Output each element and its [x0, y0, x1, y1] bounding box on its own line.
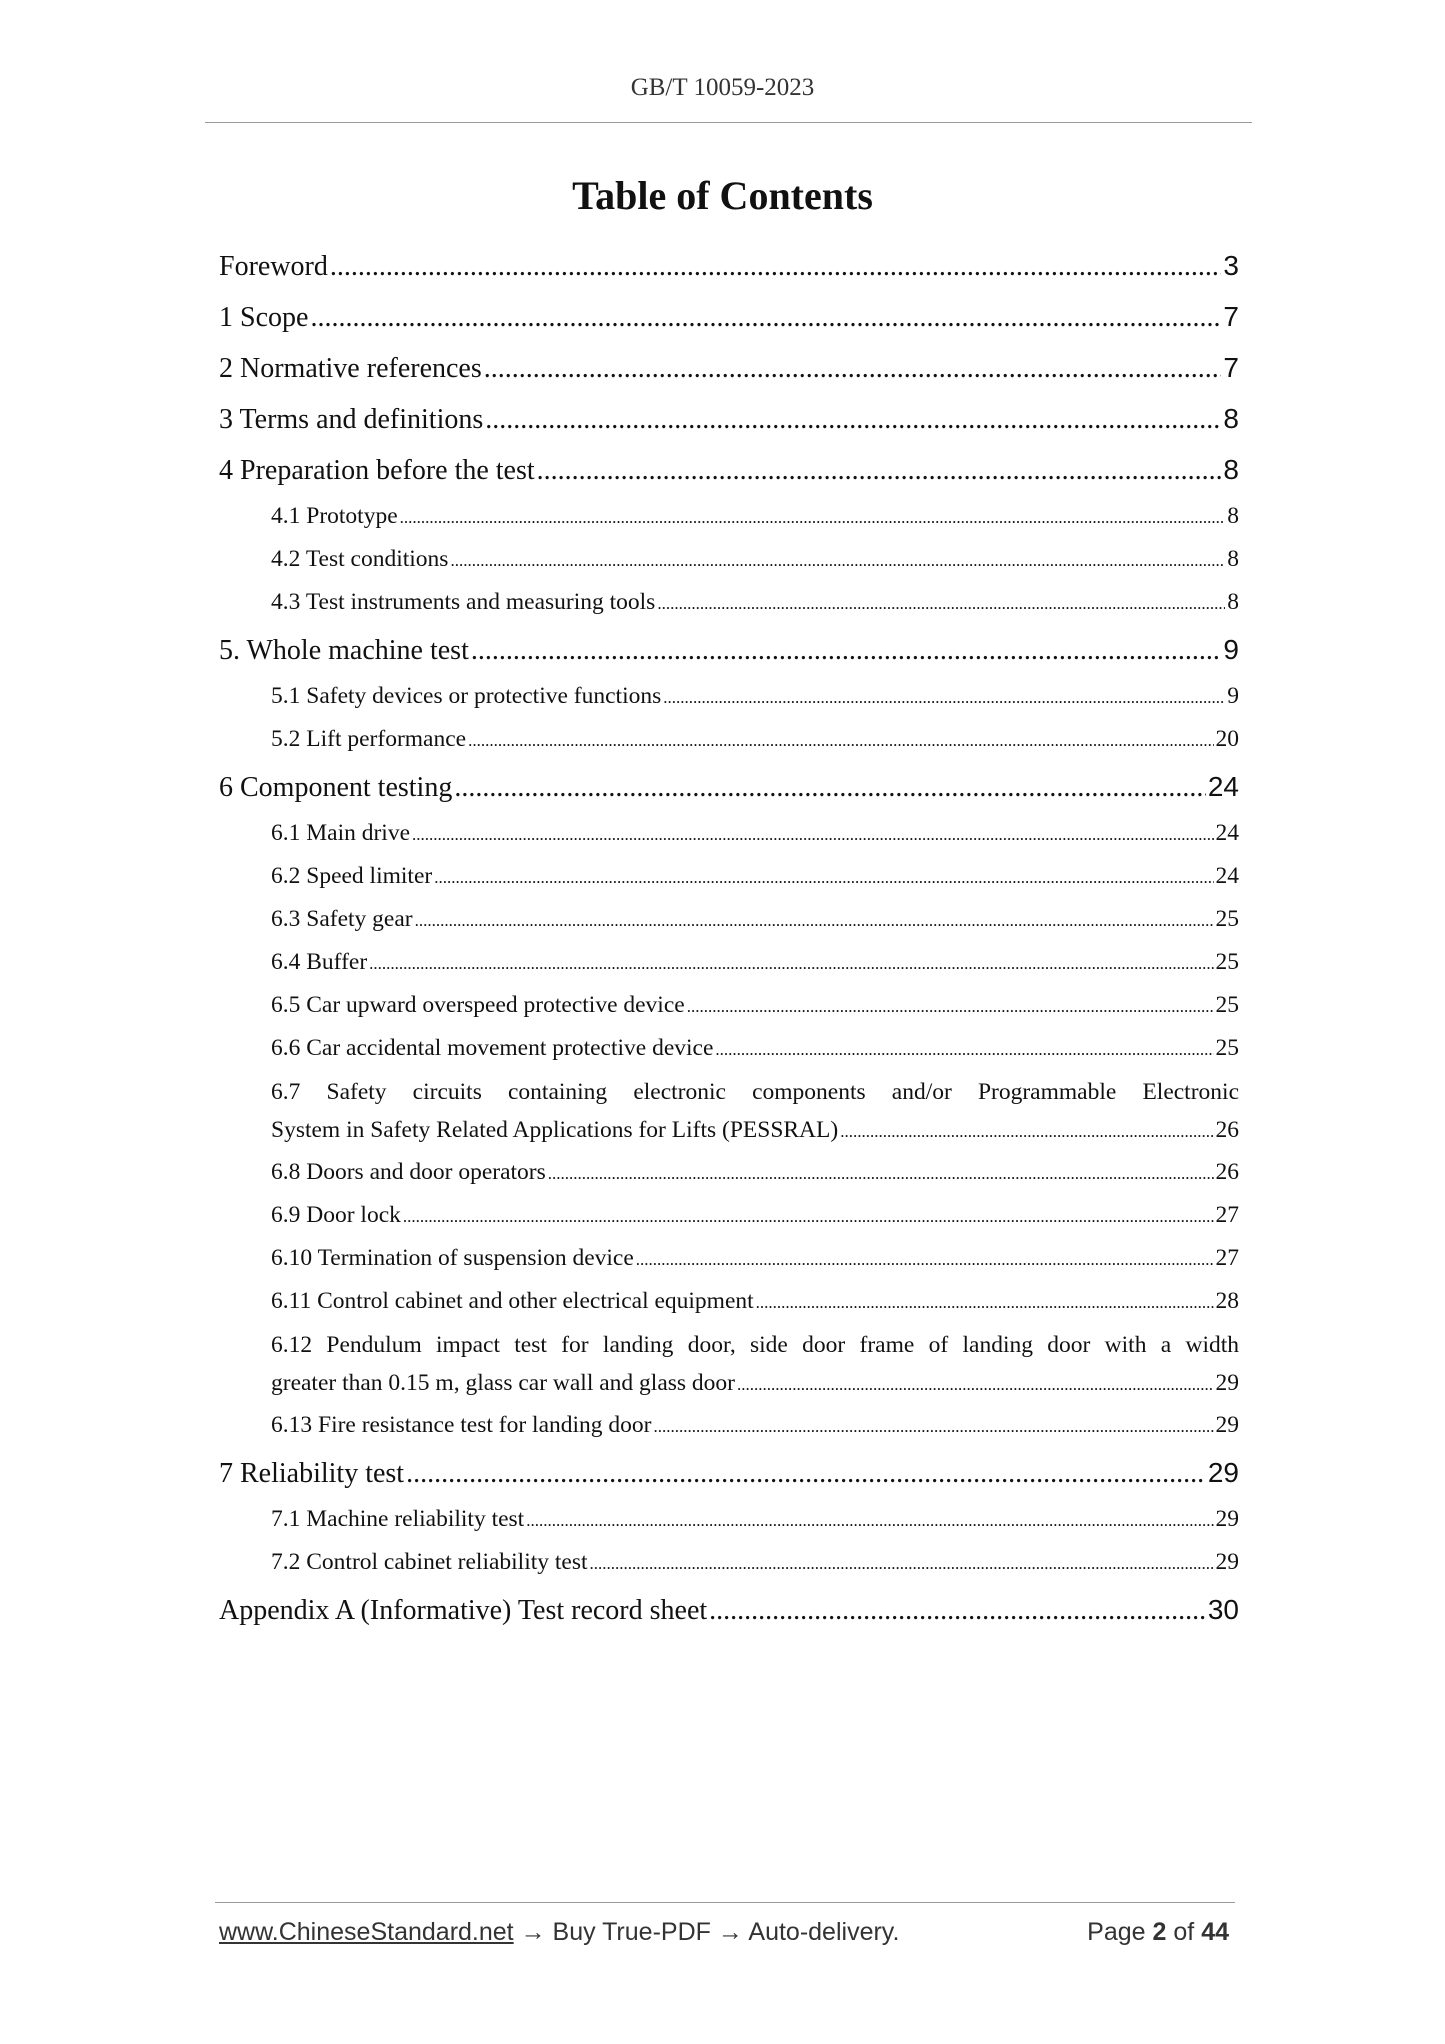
- toc-entry-page: 29: [1215, 1370, 1239, 1396]
- dot-leader: [840, 1113, 1213, 1151]
- toc-entry-page: 27: [1215, 1245, 1239, 1271]
- dot-leader: [450, 539, 1225, 582]
- toc-entry-test-instruments[interactable]: [219, 581, 1239, 624]
- page-footer: [219, 1918, 1229, 1947]
- page-title: Table of Contents: [572, 173, 873, 218]
- toc-entry-page: 25: [1215, 1035, 1239, 1061]
- toc-entry-normative-references[interactable]: [219, 342, 1239, 393]
- toc-entry-page: 8: [1227, 503, 1239, 529]
- toc-entry-label: 1 Scope: [219, 302, 309, 333]
- dot-leader: [412, 813, 1213, 856]
- total-page-count: 44: [1201, 1918, 1229, 1946]
- toc-entry-safety-devices[interactable]: [219, 675, 1239, 718]
- toc-entry-page: 24: [1215, 820, 1239, 846]
- toc-entry-label: 3 Terms and definitions: [219, 404, 484, 435]
- toc-entry-page: 30: [1207, 1594, 1239, 1625]
- toc-entry-fire-resistance[interactable]: [219, 1404, 1239, 1447]
- toc-entry-label: 4.2 Test conditions: [271, 546, 449, 572]
- toc-entry-page: 27: [1215, 1202, 1239, 1228]
- toc-entry-page: 8: [1227, 546, 1239, 572]
- toc-entry-page: 26: [1215, 1159, 1239, 1185]
- toc-entry-page: 29: [1215, 1549, 1239, 1575]
- dot-leader: [663, 676, 1225, 719]
- dot-leader: [537, 445, 1222, 496]
- dot-leader: [400, 496, 1226, 539]
- dot-leader: [709, 1585, 1206, 1636]
- toc-entry-terms-definitions[interactable]: [219, 393, 1239, 444]
- toc-entry-label: 6.1 Main drive: [271, 820, 411, 846]
- dot-leader: [653, 1405, 1213, 1448]
- toc-entry-label: Appendix A (Informative) Test record sheet: [219, 1595, 708, 1626]
- dot-leader: [636, 1238, 1214, 1281]
- toc-entry-page: 25: [1215, 906, 1239, 932]
- toc-entry-buffer[interactable]: [219, 941, 1239, 984]
- toc-entry-label: 5.1 Safety devices or protective functions: [271, 683, 662, 709]
- toc-entry-label: 4 Preparation before the test: [219, 455, 535, 486]
- toc-entry-page: 28: [1215, 1288, 1239, 1314]
- toc-entry-appendix-a[interactable]: [219, 1584, 1239, 1635]
- toc-entry-safety-gear[interactable]: [219, 898, 1239, 941]
- toc-entry-whole-machine-test[interactable]: [219, 624, 1239, 675]
- dot-leader: [468, 719, 1213, 762]
- toc-entry-page: 24: [1215, 863, 1239, 889]
- toc-entry-label: 7 Reliability test: [219, 1458, 405, 1489]
- toc-entry-termination-suspension[interactable]: [219, 1237, 1239, 1280]
- toc-entry-page: 26: [1215, 1117, 1239, 1143]
- toc-entry-speed-limiter[interactable]: [219, 855, 1239, 898]
- toc-entry-car-accidental-movement[interactable]: [219, 1027, 1239, 1070]
- current-page-number: 2: [1152, 1918, 1167, 1946]
- toc-entry-label: 6.2 Speed limiter: [271, 863, 433, 889]
- toc-entry-cabinet-reliability[interactable]: [219, 1541, 1239, 1584]
- toc-entry-page: 7: [1223, 301, 1239, 332]
- toc-entry-label: 6.8 Doors and door operators: [271, 1159, 546, 1185]
- toc-entry-reliability-test[interactable]: [219, 1447, 1239, 1498]
- dot-leader: [471, 625, 1222, 676]
- toc-entry-label: 6 Component testing: [219, 772, 453, 803]
- dot-leader: [454, 762, 1206, 813]
- toc-entry-page: 24: [1207, 771, 1239, 802]
- header-divider: [205, 122, 1252, 123]
- toc-entry-label: 5. Whole machine test: [219, 635, 469, 666]
- dot-leader: [415, 899, 1214, 942]
- dot-leader: [330, 241, 1222, 292]
- toc-entry-label: 6.13 Fire resistance test for landing door: [271, 1412, 652, 1438]
- dot-leader: [369, 942, 1213, 985]
- toc-entry-prototype[interactable]: [219, 495, 1239, 538]
- toc-entry-car-upward-overspeed[interactable]: [219, 984, 1239, 1027]
- dot-leader: [657, 582, 1225, 625]
- toc-entry-component-testing[interactable]: [219, 761, 1239, 812]
- table-of-contents: [219, 240, 1239, 1635]
- toc-entry-label: 4.3 Test instruments and measuring tools: [271, 589, 656, 615]
- toc-entry-page: 3: [1223, 250, 1239, 281]
- dot-leader: [737, 1366, 1214, 1404]
- toc-entry-label-line2: greater than 0.15 m, glass car wall and glass door: [271, 1370, 735, 1396]
- toc-entry-label: 7.1 Machine reliability test: [271, 1506, 525, 1532]
- toc-entry-pendulum-impact[interactable]: [219, 1323, 1239, 1404]
- dot-leader: [485, 394, 1221, 445]
- dot-leader: [434, 856, 1213, 899]
- dot-leader: [310, 292, 1221, 343]
- toc-entry-page: 8: [1223, 454, 1239, 485]
- toc-entry-label: 6.10 Termination of suspension device: [271, 1245, 634, 1271]
- toc-entry-foreword[interactable]: [219, 240, 1239, 291]
- toc-entry-page: 8: [1223, 403, 1239, 434]
- toc-entry-label: 6.11 Control cabinet and other electrical equipment: [271, 1288, 754, 1314]
- toc-entry-door-lock[interactable]: [219, 1194, 1239, 1237]
- toc-entry-safety-circuits[interactable]: [219, 1070, 1239, 1151]
- toc-entry-label-line1: 6.7 Safety circuits containing electronic components and/or Programmable Electronic: [271, 1079, 1239, 1105]
- toc-entry-label-line2: System in Safety Related Applications for Lifts (PESSRAL): [271, 1117, 839, 1143]
- toc-entry-page: 9: [1227, 683, 1239, 709]
- dot-leader: [548, 1152, 1214, 1195]
- toc-entry-page: 7: [1223, 352, 1239, 383]
- toc-entry-scope[interactable]: [219, 291, 1239, 342]
- toc-entry-test-conditions[interactable]: [219, 538, 1239, 581]
- toc-entry-label: 6.5 Car upward overspeed protective device: [271, 992, 685, 1018]
- of-word: of: [1173, 1918, 1195, 1946]
- toc-entry-page: 8: [1227, 589, 1239, 615]
- page-counter: [1087, 1918, 1229, 1947]
- toc-entry-page: 25: [1215, 949, 1239, 975]
- toc-entry-page: 29: [1215, 1412, 1239, 1438]
- dot-leader: [687, 985, 1214, 1028]
- dot-leader: [756, 1281, 1214, 1324]
- toc-entry-label: 5.2 Lift performance: [271, 726, 467, 752]
- dot-leader: [590, 1542, 1214, 1585]
- toc-entry-label: 6.4 Buffer: [271, 949, 368, 975]
- footer-tagline: → Buy True-PDF → Auto-delivery.: [513, 1918, 900, 1946]
- toc-entry-lift-performance[interactable]: [219, 718, 1239, 761]
- website-link[interactable]: www.ChineseStandard.net: [219, 1918, 514, 1946]
- toc-entry-control-cabinet[interactable]: [219, 1280, 1239, 1323]
- dot-leader: [484, 343, 1222, 394]
- toc-entry-label: Foreword: [219, 251, 328, 282]
- dot-leader: [715, 1028, 1213, 1071]
- toc-entry-main-drive[interactable]: [219, 812, 1239, 855]
- document-header: GB/T 10059-2023: [630, 74, 815, 101]
- toc-entry-label: 4.1 Prototype: [271, 503, 398, 529]
- toc-entry-label: 6.6 Car accidental movement protective device: [271, 1035, 714, 1061]
- toc-entry-doors-operators[interactable]: [219, 1151, 1239, 1194]
- page-word: Page: [1087, 1918, 1146, 1946]
- toc-entry-machine-reliability[interactable]: [219, 1498, 1239, 1541]
- toc-entry-label: 7.2 Control cabinet reliability test: [271, 1549, 588, 1575]
- toc-entry-page: 29: [1207, 1457, 1239, 1488]
- toc-entry-preparation[interactable]: [219, 444, 1239, 495]
- dot-leader: [526, 1499, 1213, 1542]
- toc-entry-label: 6.3 Safety gear: [271, 906, 413, 932]
- dot-leader: [406, 1448, 1206, 1499]
- toc-entry-label-line1: 6.12 Pendulum impact test for landing door, side door frame of landing door with a width: [271, 1332, 1239, 1358]
- dot-leader: [403, 1195, 1214, 1238]
- toc-entry-page: 25: [1215, 992, 1239, 1018]
- footer-divider: [215, 1902, 1235, 1903]
- toc-entry-page: 20: [1215, 726, 1239, 752]
- toc-entry-label: 2 Normative references: [219, 353, 482, 384]
- toc-entry-page: 9: [1223, 634, 1239, 665]
- toc-entry-page: 29: [1215, 1506, 1239, 1532]
- toc-entry-label: 6.9 Door lock: [271, 1202, 401, 1228]
